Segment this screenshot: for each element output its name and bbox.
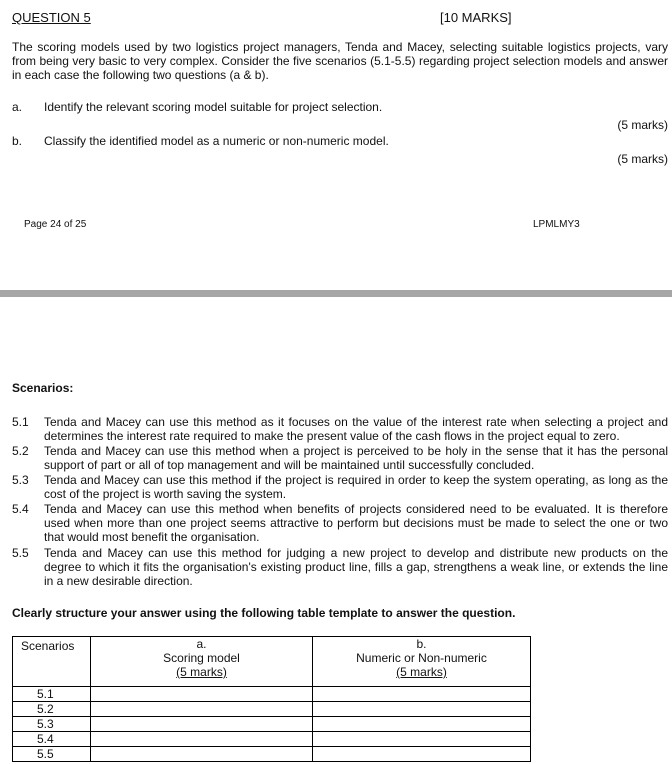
page-divider: [0, 290, 672, 297]
page-number: Page 24 of 25: [24, 219, 87, 230]
header-scoring-model: a. Scoring model (5 marks): [91, 637, 313, 687]
answer-cell-b[interactable]: [313, 732, 531, 747]
table-row: [13, 732, 531, 747]
scenario-item: [12, 502, 668, 544]
answer-cell-a[interactable]: [91, 687, 313, 702]
answer-cell-a[interactable]: [91, 747, 313, 762]
scenario-text: Tenda and Macey can use this method when benefits of projects considered need to be evaluated. It is therefore used when more than one project seems attractive to perform but decisions must be made to select the one or two that would most benefit the organisation.: [44, 502, 668, 544]
instruction-text: Clearly structure your answer using the following table template to answer the question.: [12, 606, 516, 620]
scenario-item: [12, 444, 668, 472]
question-title: QUESTION 5: [12, 10, 91, 25]
answer-template-table: [12, 636, 531, 762]
scenario-text: Tenda and Macey can use this method as it focuses on the value of the interest rate when selecting a project and determines the interest rate required to make the present value of the cash flows in the project equal to zero.: [44, 415, 668, 443]
answer-cell-b[interactable]: [313, 747, 531, 762]
scenario-item: [12, 415, 668, 443]
part-b-text: Classify the identified model as a numeric or non-numeric model.: [44, 134, 389, 148]
table-row: [13, 747, 531, 762]
scenario-number: 5.3: [12, 473, 29, 487]
answer-cell-b[interactable]: [313, 702, 531, 717]
row-scenario-number: 5.2: [13, 702, 91, 717]
scenario-item: [12, 473, 668, 501]
answer-cell-b[interactable]: [313, 717, 531, 732]
scenario-text: Tenda and Macey can use this method when a project is perceived to be holy in the sense that it has the personal support of part or all of top management and will be maintained until successfully concluded.: [44, 444, 668, 472]
part-a-marks: (5 marks): [617, 118, 668, 132]
row-scenario-number: 5.5: [13, 747, 91, 762]
scenario-item: [12, 546, 668, 588]
table-row: [13, 687, 531, 702]
table-header-row: [13, 637, 531, 687]
scenarios-title: Scenarios:: [12, 381, 74, 395]
answer-cell-b[interactable]: [313, 687, 531, 702]
table-row: [13, 717, 531, 732]
row-scenario-number: 5.1: [13, 687, 91, 702]
question-marks: [10 MARKS]: [440, 10, 512, 25]
document-code: LPMLMY3: [533, 219, 580, 230]
question-intro: The scoring models used by two logistics project managers, Tenda and Macey, selecting suitable logistics projects, vary from being very basic to very complex. Consider the five scenarios (5.1-5.5) regarding project selection models and answer in each case the following two questions (a & b).: [12, 40, 668, 82]
scenario-text: Tenda and Macey can use this method for judging a new project to develop and distribute new products on the degree to which it fits the organisation's existing product line, fills a gap, strengthens a weak line, or extends the line in a new desirable direction.: [44, 546, 668, 588]
scenario-number: 5.5: [12, 546, 29, 560]
row-scenario-number: 5.4: [13, 732, 91, 747]
answer-cell-a[interactable]: [91, 732, 313, 747]
header-numeric: b. Numeric or Non-numeric (5 marks): [313, 637, 531, 687]
part-b-marks: (5 marks): [617, 152, 668, 166]
part-a-letter: a.: [12, 100, 23, 114]
part-b-letter: b.: [12, 134, 23, 148]
scenario-text: Tenda and Macey can use this method if the project is required in order to keep the system operating, as long as the cost of the project is worth saving the system.: [44, 473, 668, 501]
table-row: [13, 702, 531, 717]
answer-cell-a[interactable]: [91, 702, 313, 717]
scenario-number: 5.2: [12, 444, 29, 458]
scenario-number: 5.4: [12, 502, 29, 516]
row-scenario-number: 5.3: [13, 717, 91, 732]
answer-cell-a[interactable]: [91, 717, 313, 732]
header-scenarios: Scenarios: [13, 637, 91, 687]
scenario-number: 5.1: [12, 415, 29, 429]
part-a-text: Identify the relevant scoring model suitable for project selection.: [44, 100, 383, 114]
